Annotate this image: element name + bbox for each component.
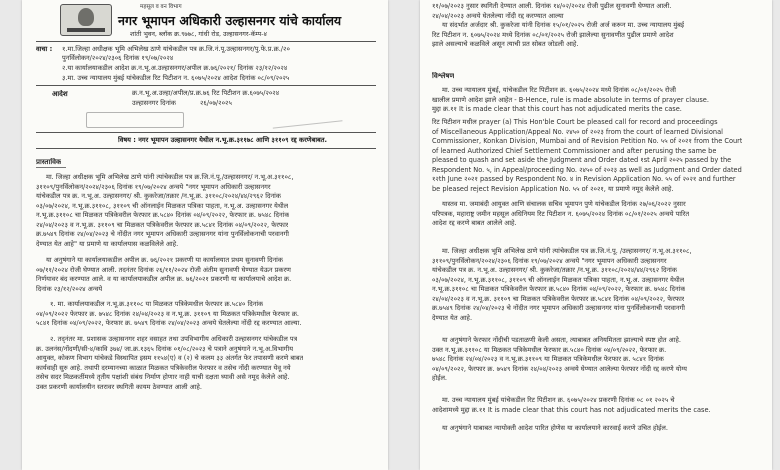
office-stamp <box>86 112 184 128</box>
body-line: २. तद्नंतर मा. प्रशासक उल्हासनगर शहर वसाहत तथा उपविभागीय अधिकारी उल्हासनगर यांचेकडील पत्र <box>50 335 298 343</box>
body-line: मा. उच्च न्यायालय मुंबई यांचेकडील रिट पिटीशन क्र. ६०७५/२०२४ प्रकरणी दिनांक ०८ ०१ २०२५ चे <box>442 396 675 404</box>
subject-divider-top <box>36 132 376 133</box>
office-address: शांती भुवन, ब्लॉक क्र.९७७८, गांधी रोड, उल्हासनगर-कॅम्प-४ <box>130 30 267 38</box>
office-title: नगर भूमापन अधिकारी उल्हासनगर यांचे कार्यालय <box>118 13 342 28</box>
body-line: होईल. <box>432 374 448 382</box>
body-line: उक्त न.भू.क्र.३११०८ या मिळकत पत्रिकेमधील फेरफार क्र.५८४० दिनांक ०४/०९/२०२२, फेरफार क्र. <box>432 345 667 354</box>
body-line: निर्णयावर बंद करण्यात आले. व या कार्यालयाकडील अपील क्र. ७६/२०२१ प्रकरणी या कार्यालयाचे आदेश क्र. <box>36 275 292 283</box>
body-line: देण्यात येत आहे" या प्रमाणे या कार्यालयास कळविलेले आहे. <box>36 239 179 248</box>
body-line: या अनुषंगाने या कार्यालयाकडील अपील क्र. ७६/२०२१ प्रकरणी या कार्यालयात प्रथम सुनावणी दिनांक <box>46 256 283 264</box>
body-line: या संदर्भात अर्जदार श्री. कुकरेजा यांनी दिनांक १५/०१/२०२५ रोजी अर्ज करून मा. उच्च न्यायालय मुंबई <box>442 21 685 29</box>
order-place: उल्हासनगर दिनांक <box>132 99 176 107</box>
body-line: ३११०९/पुनर्विलोकन/२०२४/२३०६ दिनांक १९/०७/२०२४ अन्वये "नगर भूमापन अधिकारी उल्हासनगर <box>432 256 667 265</box>
body-line: be pleased reject Revision Application No. ५५ of २०२१, या प्रमाणे नमूद केलेले आहे. <box>432 184 674 193</box>
body-line: तसेच सदर मिळकतींमध्ये तृतीय पक्षांशी संबंध निर्माण होणार नाही याची दक्षता घ्यावी असे नमूद केलेले आहे. <box>36 373 290 381</box>
body-line: १. मा. कार्यालयाकडील न.भू.क्र.३११०८ या मिळकत पत्रिकेमधील फेरफार क्र.५८४० दिनांक <box>50 300 264 308</box>
signature-mark <box>272 108 343 128</box>
reference-line: २.या कार्यालयाकडील आदेश क्र.न.भू.अ.उल्हासनगर/अपील क्र.७६/२०२१/ दिनांक २३/१२/२०२४ <box>62 64 288 72</box>
body-line: परिपत्रक, महाराष्ट्र जमीन महसूल अधिनियम रिट पिटीशन न. ६०७५/२०२४ दिनांक ०८/०१/२०२५ अन्वये पारित <box>432 209 690 218</box>
reference-line: पुनर्विलोकन/२०२४/२३०६ दिनांक १९/०७/२०२४ <box>62 54 174 62</box>
body-line: ११/०७/२०२३ नुसार स्थगिती देण्यात आली. दिनांक १४/०२/२०२४ रोजी पुढील सुनावणी घेण्यात आली. <box>432 2 672 10</box>
reference-line: १.मा.जिल्हा अधीक्षक भूमि अभिलेख ठाणे यांचेकडील पत्र क्र.जि.नं.पू.उल्हासनगर/पु.फे.प्र.क्र./२० <box>62 45 290 53</box>
body-line: आदेशामध्ये मुद्दा क्र.११ It is made clear that this court has not adjudicated merits the case. <box>432 405 711 414</box>
body-line: मा. जिल्हा अधीक्षक भूमि अभिलेख ठाणे यांनी त्यांचेकडील पत्र क्र.जि.नं.पू./उल्हासनगर/ न.भू.अ.३११०८, <box>46 173 294 181</box>
body-line: of Miscellaneous Application/Appeal No. २४५० of २०२३ from the court of learned Divisional <box>432 127 723 136</box>
body-line: ०३/०७/२०२४, न.भू.क्र.३११०८, ३११०९ ची ऑनलाईन मिळकत पत्रिका पाहता, न.भू.अ. उल्हासनगर येथील <box>432 275 685 284</box>
body-line: क्र.७५४९ दिनांक २४/०४/२०२३ चे नोंदीत नगर भूमापन अधिकारी उल्हासनगर यांना पुनर्विलोकनाची परवानगी <box>432 304 685 312</box>
body-line: मा. उच्च न्यायालय मुंबई, यांचेकडील रिट पिटीशन क्र. ६०७५/२०२४ मध्ये दिनांक ०८/०१/२०२५ रोजी <box>442 86 676 94</box>
body-line: Commissioner, Konkan Division, Mumbai and of Revision Petition No. ५५ of २०२१ from the Court <box>432 137 743 145</box>
reference-divider <box>36 85 376 86</box>
dept-line: महसूल व वन विभाग <box>140 4 182 10</box>
subject-line: विषय : नगर भूमापन उल्हासनगर येथील न.भू.क्र.३११७८ आणि ३११०९ रद्द करणेबाबत. <box>118 136 328 144</box>
body-line: कार्यवाही सुरु आहे. तथापी दरम्यानच्या काळात मिळकत पत्रिकेवरील फेरफार व तसेच नोंदी करण्यात येवू नये <box>36 363 291 372</box>
body-line: खालील प्रमाणे आदेश झाले आहेत - B-Hence, rule is made absolute in terms of prayer clause. <box>432 95 709 104</box>
body-line: ३११०९/पुनर्विलोकन/२०२४/२३०६ दिनांक १९/०७/२०२४ अन्वये "नगर भूमापन अधिकारी उल्हासनगर <box>36 182 271 191</box>
order-label: आदेश <box>52 90 68 98</box>
reference-line: ३.मा. उच्च न्यायालय मुंबई यांचेकडील रिट पिटीशन न. ६०७५/२०२४ आदेश दिनांक ०८/०९/२०२५ <box>62 74 290 82</box>
body-line: यांचेकडील पत्र क्र. न.भू.अ. उल्हासनगर/ श्री. कुकरेजा/तक्रार /न.भू.क्र. ३११०८/२०२४/४४/२९६२ दिनांक <box>432 266 677 274</box>
body-line: दिनांक २३/१२/२०२४ अन्वये <box>36 284 103 293</box>
body-line: २४/०४/२०२३ व न.भू.क्र. ३११०९ चा मिळकत पत्रिकेवरील फेरफार क्र.५८४१ दिनांक ०४/०९/२०२२, फेरफार <box>36 220 289 229</box>
body-line: ०४/०९/२०२२, फेरफार क्र. ७५४९ दिनांक २४/०४/२०२३ अन्वये घेण्यात आलेल्या फेरफार नोंदी रद्द करणे योग्य <box>432 364 687 373</box>
document-page-right <box>420 0 772 470</box>
order-number: क्र.न.भू.अ.उल्हा/अपील/प्र.क्र.७६ रिट पिटीशन क्र.६०७५/२०२४ <box>132 89 280 97</box>
body-line: Respondent No. ५, in Appeal/proceeding No. २४५० of २०२३ as well as Judgment and Order dated <box>432 165 742 174</box>
body-line: ०३/०७/२०२४, न.भू.क्र.३११०८, ३११०९ ची ऑनलाईन मिळकत पत्रिका पाहता, न.भू.अ. उल्हासनगर येथील <box>36 201 289 210</box>
body-line: मुद्दा क्र.११ It is made clear that this court has not adjudicated merits the case. <box>432 105 682 113</box>
document-page-left <box>22 0 388 470</box>
body-line: क्र. उलनंस/नोंदणी/सी-४/कावि ३७४/ जा.क्र.१३६५ दिनांक ०१/०८/२०२३ चे पत्राने अनुषंगाने न.भू.अ.विभागीय <box>36 344 294 353</box>
reference-label: वाचा : <box>36 45 53 53</box>
body-line: उक्त प्रकरणी कार्यालयीन स्तरावर स्थगिती कायम ठेवण्यात आली आहे. <box>36 382 202 391</box>
header-divider <box>36 41 376 42</box>
body-line: यांचेकडील पत्र क्र. न.भू.अ. उल्हासनगर/ श्री. कुकरेजा/तक्रार /न.भू.क्र. ३११०८/२०२४/४४/२९६२ दिनांक <box>36 192 281 200</box>
preamble-underline <box>36 167 66 168</box>
body-line: २४/०४/२०२३ व न.भू.क्र. ३११०९ चा मिळकत पत्रिकेवरील फेरफार क्र.५८४१ दिनांक ०४/०९/२०२२, फेरफार <box>432 294 685 303</box>
body-line: ०७/११/२०२४ रोजी घेण्यात आली. तदनंतर दिनांक २६/११/२०२४ रोजी अंतीम सुनावणी घेण्यात येऊन प्रकरण <box>36 265 291 274</box>
body-line: न.भू.क्र.३११०८ चा मिळकत पत्रिकेवरील फेरफार क्र.५८४० दिनांक ०४/०९/२०२२, फेरफार क्र. ७५४८ दिनांक <box>432 285 686 293</box>
body-line: या अनुषंगाने फेरफार नोंदीची पडताळणी केली असता, त्याबाबत अनियमितता झाल्याचे स्पष्ट होत आहे. <box>442 336 681 344</box>
body-line: या अनुषंगाने याबाबत न्यायोक्ती आदेश पारित होणेस या कार्यालयाने कारवाई करणे उचित होईल. <box>442 424 668 432</box>
subject-divider-bottom <box>36 148 376 149</box>
body-line: ०४/०९/२०२२ फेरफार क्र. ७५४८ दिनांक २४/०४/२०२३ व न.भू.क्र. ३११०९ या मिळकत पत्रिकेमधील फेरफार क्र. <box>36 309 300 318</box>
preamble-heading: प्रास्ताविक <box>36 158 62 166</box>
body-line: क्र.७५४९ दिनांक २४/०४/२०२३ चे नोंदीत नगर भूमापन अधिकारी उल्हासनगर यांना पुनर्विलोकनाची परवानगी <box>36 230 289 238</box>
body-line: रिट पिटीशन मधील prayer (a) This Hon'ble Court be pleased call for record and proceedings <box>432 118 718 126</box>
body-line: of learned Authorized Chief Settlement Commissioner and after perusing the same be <box>432 146 717 155</box>
body-line: देण्यात येत आहे. <box>432 313 473 322</box>
body-line: यास्तव मा. जमाबंदी आयुक्त आणि संचालक सचिव भूमापन पुणे यांचेकडील दिनांक २७/०६/२०२२ नुसार <box>442 200 686 208</box>
analysis-heading: विश्लेषण <box>432 72 455 80</box>
body-line: न.भू.क्र.३११०८ चा मिळकत पत्रिकेवरील फेरफार क्र.५८४० दिनांक ०४/०९/२०२२, फेरफार क्र. ७५४८ दिनांक <box>36 211 290 219</box>
body-line: रिट पिटीशन न. ६०७५/२०२४ मध्ये दिनांक ०८/०१/२०२५ रोजी झालेल्या सुनावणीत पुढील प्रमाणे आदेश <box>432 30 674 39</box>
order-date: २६/०७/२०२५ <box>200 99 232 107</box>
body-line: pleased to quash and set aside the Judgment and Order dated १st April २०२५ passed by the <box>432 156 732 164</box>
body-line: झाले असल्याचे कळविले असून त्याची प्रत सोबत जोडली आहे. <box>432 40 579 48</box>
body-line: मा. जिल्हा अधीक्षक भूमि अभिलेख ठाणे यांनी त्यांचेकडील पत्र क्र.जि.नं.पू. /उल्हासनगर/ न.भू.अ.३११०८, <box>442 247 692 255</box>
body-line: आयुक्त, कोकण विभाग यांचेकडे विस्थापित इसम ११५४(ए) व (२) चे कलम ३३ अंतर्गत फेर तपासणी करणे बाबत <box>36 354 304 362</box>
body-line: १२th June २०२१ passed by Respondent No. ४ in Revision Application No. ५५ of २०२१ and further <box>432 175 736 183</box>
body-line: आदेश रद्द करणे बाबत आलेले आहे. <box>432 219 517 227</box>
body-line: ७५४८ दिनांक २४/०४/२०२३ व न.भू.क्र.३११०९ या मिळकत पत्रिकेमधील फेरफार क्र. ५८४१ दिनांक <box>432 355 664 363</box>
government-emblem-icon <box>60 4 112 36</box>
body-line: ५८४१ दिनांक ०४/०९/२०२२, फेरफार क्र. ७५४९ दिनांक २४/०४/२०२३ अन्वये घेतलेल्या नोंदी रद्द करण्यात आल्या. <box>36 319 302 327</box>
body-line: २४/०४/२०२३ अन्वये घेतलेल्या नोंदी रद्द करण्यात आल्या <box>432 11 564 20</box>
